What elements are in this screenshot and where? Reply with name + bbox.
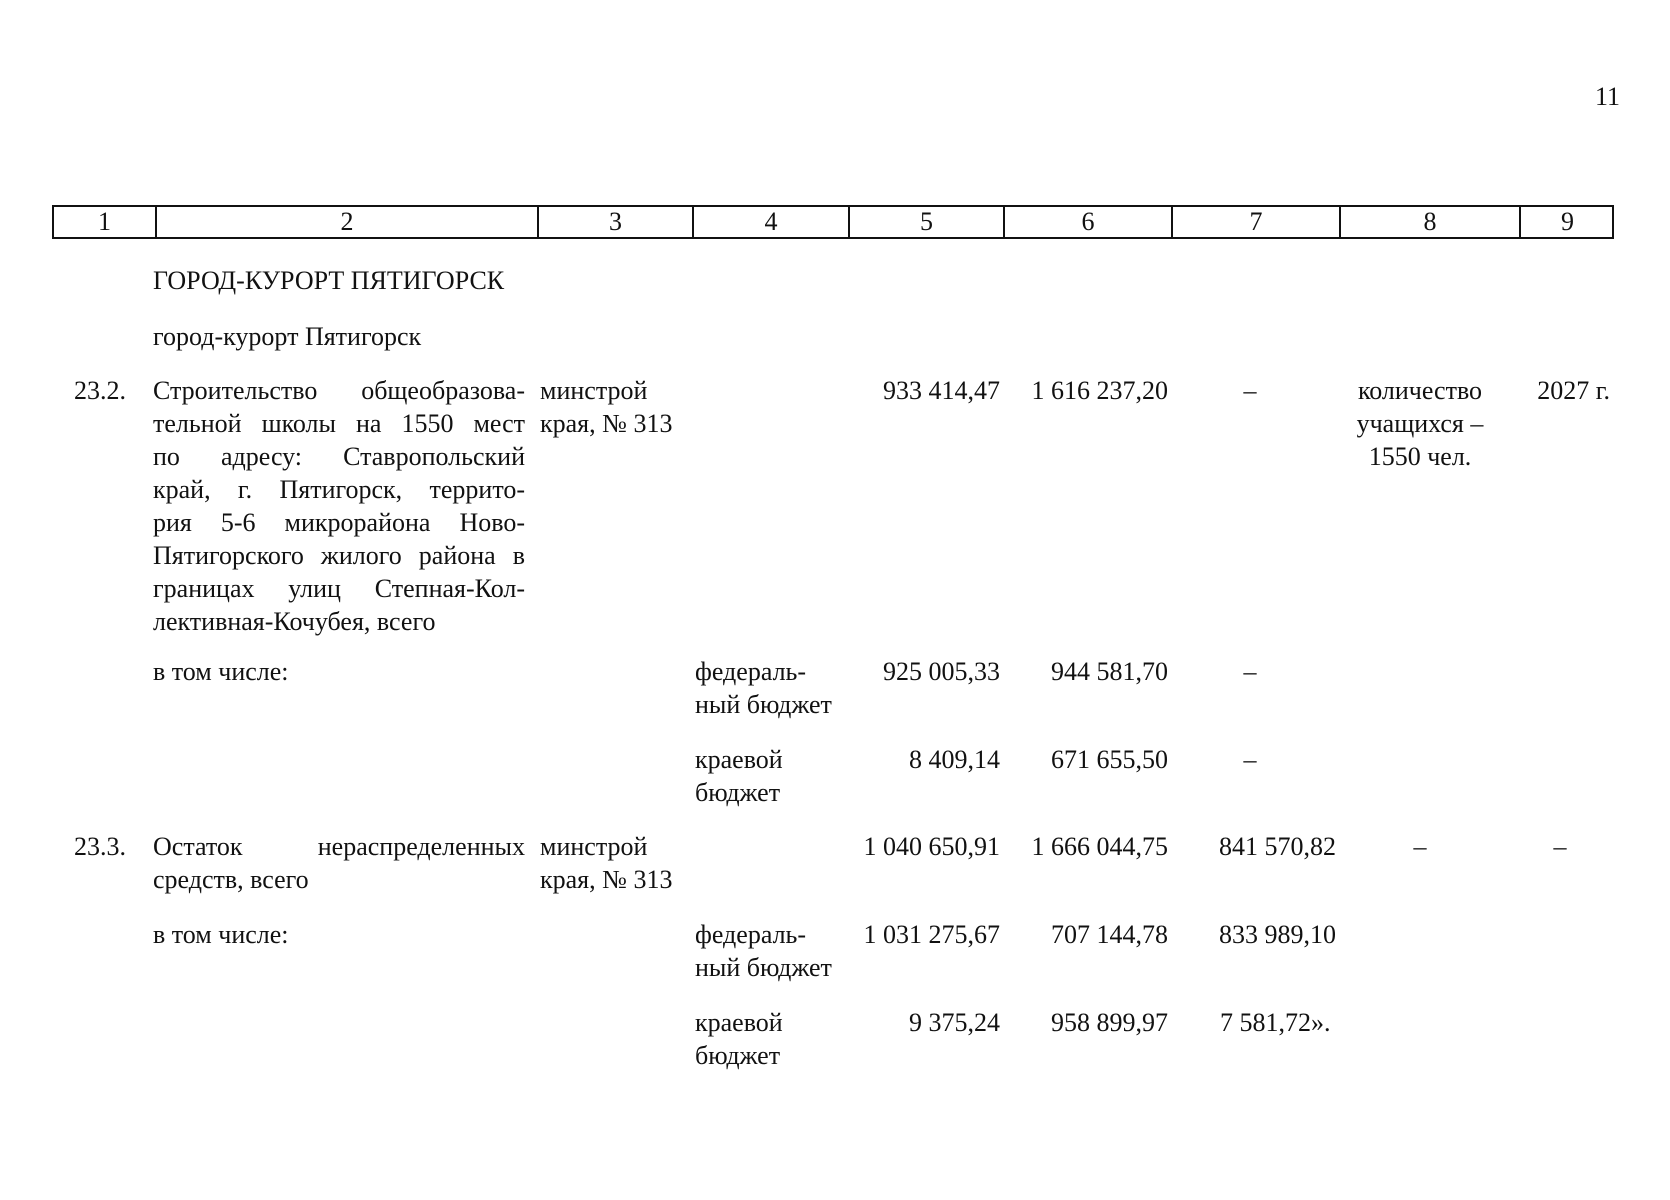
row-23-2-name-line: по адресу: Ставропольский — [153, 442, 525, 471]
row-23-2-including-label: в том числе: — [153, 657, 289, 686]
header-col-5: 5 — [848, 207, 1003, 237]
row-23-2-year: 2027 г. — [1537, 376, 1610, 405]
header-col-9: 9 — [1519, 207, 1614, 237]
row-23-3-col7: 841 570,82 — [1219, 832, 1336, 861]
row-23-2-col5: 933 414,47 — [883, 376, 1000, 405]
row-23-3-sub1-col6: 707 144,78 — [1051, 920, 1168, 949]
row-23-2-sub2-source — [695, 743, 783, 809]
row-23-3-executor-line: минстрой — [540, 832, 648, 861]
source-line: краевой — [695, 1008, 783, 1037]
row-23-2-sub2-col5: 8 409,14 — [909, 745, 1000, 774]
row-23-3-executor-line: края, № 313 — [540, 865, 673, 894]
row-23-2-name-line: тельной школы на 1550 мест — [153, 409, 525, 438]
row-23-3-sub1-source — [695, 918, 832, 984]
section-title-upper: ГОРОД-КУРОРТ ПЯТИГОРСК — [153, 266, 505, 295]
source-line: краевой — [695, 745, 783, 774]
page-number: 11 — [1594, 82, 1620, 111]
header-col-6: 6 — [1003, 207, 1171, 237]
row-23-3-col8: – — [1413, 832, 1427, 861]
row-23-3-col6: 1 666 044,75 — [1031, 832, 1168, 861]
row-23-2-name-line: рия 5-6 микрорайона Ново- — [153, 508, 525, 537]
row-23-2-sub1-col6: 944 581,70 — [1051, 657, 1168, 686]
row-23-2-number: 23.2. — [74, 376, 126, 405]
row-23-3-col9: – — [1553, 832, 1567, 861]
header-col-2: 2 — [155, 207, 537, 237]
row-23-2-executor — [540, 374, 672, 440]
header-col-1: 1 — [98, 207, 111, 236]
row-23-3-sub1-col5: 1 031 275,67 — [863, 920, 1000, 949]
row-23-3-sub2-col7: 7 581,72». — [1220, 1008, 1331, 1037]
row-23-3-sub1-col7: 833 989,10 — [1219, 920, 1336, 949]
row-23-3-sub2-col5: 9 375,24 — [909, 1008, 1000, 1037]
row-23-3-including-label: в том числе: — [153, 920, 289, 949]
row-23-2-col7: – — [1243, 376, 1257, 405]
source-line: бюджет — [695, 1041, 781, 1070]
row-23-2-indicator — [1340, 374, 1500, 473]
row-23-2-executor-line: края, № 313 — [540, 409, 673, 438]
row-23-3-sub2-source — [695, 1006, 783, 1072]
source-line: бюджет — [695, 778, 781, 807]
row-23-2-sub1-col5: 925 005,33 — [883, 657, 1000, 686]
header-col-7: 7 — [1171, 207, 1339, 237]
column-number-header — [52, 205, 1614, 239]
source-line: федераль- — [695, 920, 807, 949]
source-line: федераль- — [695, 657, 807, 686]
row-23-2-executor-line: минстрой — [540, 376, 648, 405]
row-23-2-sub2-col7: – — [1243, 745, 1257, 774]
row-23-2-name-line: край, г. Пятигорск, террито- — [153, 475, 525, 504]
row-23-2-name-line: лективная-Кочубея, всего — [153, 607, 436, 636]
row-23-3-sub2-col6: 958 899,97 — [1051, 1008, 1168, 1037]
row-23-3-name — [153, 830, 525, 896]
header-col-4: 4 — [692, 207, 848, 237]
row-23-2-indicator-line: количество — [1357, 376, 1483, 405]
source-line: ный бюджет — [695, 953, 832, 982]
row-23-3-name-line: средств, всего — [153, 865, 309, 894]
row-23-3-col5: 1 040 650,91 — [863, 832, 1000, 861]
row-23-2-indicator-line: 1550 чел. — [1368, 442, 1472, 471]
header-col-3: 3 — [537, 207, 692, 237]
row-23-2-col6: 1 616 237,20 — [1031, 376, 1168, 405]
row-23-2-name — [153, 374, 525, 638]
row-23-3-executor — [540, 830, 672, 896]
row-23-3-name-line: Остаток нераспределенных — [153, 832, 525, 861]
row-23-2-sub1-col7: – — [1243, 657, 1257, 686]
section-title-lower: город-курорт Пятигорск — [153, 322, 422, 351]
header-col-8: 8 — [1339, 207, 1519, 237]
source-line: ный бюджет — [695, 690, 832, 719]
row-23-2-sub1-source — [695, 655, 832, 721]
row-23-2-name-line: Пятигорского жилого района в — [153, 541, 525, 570]
row-23-2-sub2-col6: 671 655,50 — [1051, 745, 1168, 774]
row-23-2-indicator-line: учащихся – — [1356, 409, 1484, 438]
row-23-2-name-line: Строительство общеобразова- — [153, 376, 525, 405]
row-23-2-name-line: границах улиц Степная-Кол- — [153, 574, 525, 603]
row-23-3-number: 23.3. — [74, 832, 126, 861]
